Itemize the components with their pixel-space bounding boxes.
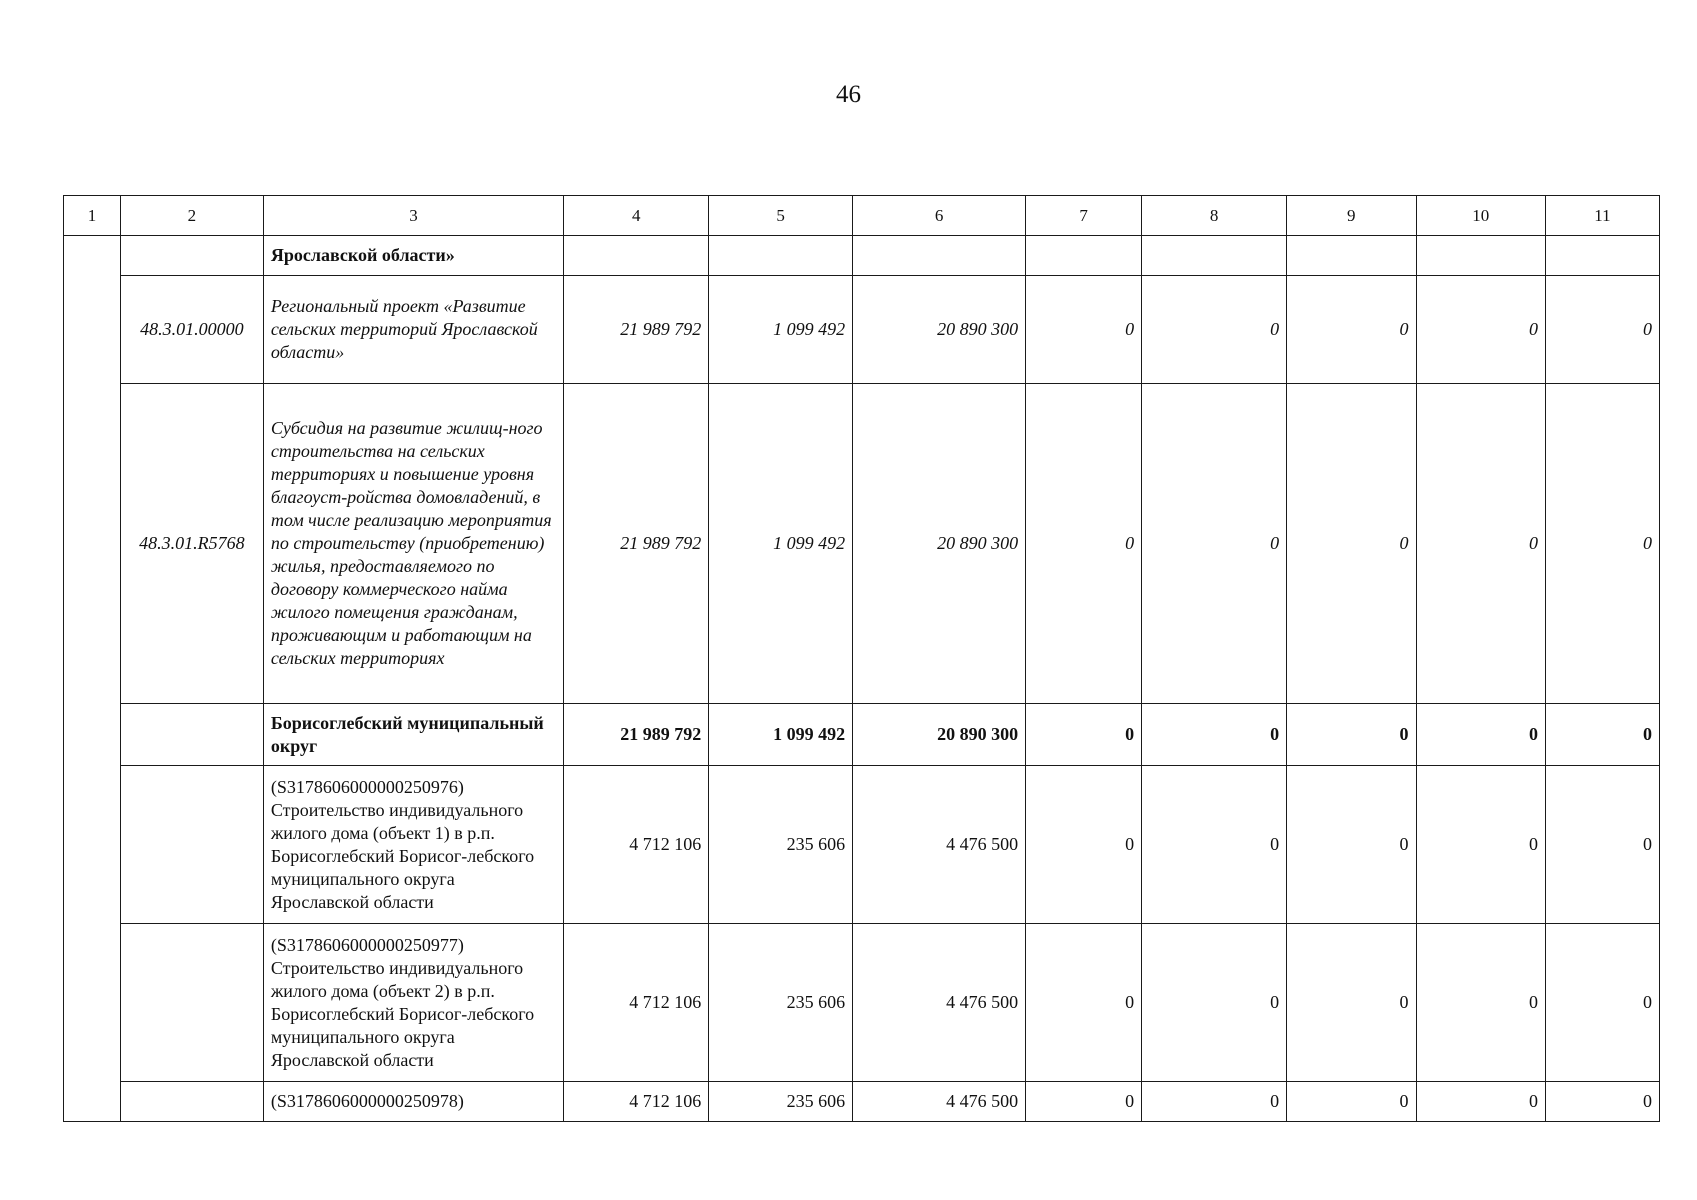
code-cell xyxy=(120,236,263,276)
table-row xyxy=(64,276,1660,384)
value-cell: 0 xyxy=(1142,766,1287,924)
value-cell: 0 xyxy=(1416,276,1545,384)
table-body xyxy=(64,196,1660,1122)
value-cell: 0 xyxy=(1545,766,1659,924)
value-cell: 0 xyxy=(1026,1082,1142,1122)
value-cell: 21 989 792 xyxy=(564,276,709,384)
table-row xyxy=(64,766,1660,924)
column-1-cell xyxy=(64,236,121,1122)
name-cell: (S3178606000000250977) Строительство индивидуального жилого дома (объект 2) в р.п. Борисоглебский Борисог-лебского муниципального округа Ярославской области xyxy=(263,924,563,1082)
code-cell xyxy=(120,766,263,924)
value-cell: 0 xyxy=(1026,276,1142,384)
code-cell xyxy=(120,924,263,1082)
value-cell: 0 xyxy=(1142,1082,1287,1122)
header-cell: 3 xyxy=(263,196,563,236)
name-cell: Ярославской области» xyxy=(263,236,563,276)
value-cell: 0 xyxy=(1026,924,1142,1082)
value-cell: 0 xyxy=(1287,1082,1416,1122)
name-cell: Субсидия на развитие жилищ-ного строительства на сельских территориях и повышение уровня благоуст-ройства домовладений, в том числе реализацию мероприятия по строительству (приобретению) жилья, предоставляемого по договору коммерческого найма жилого помещения гражданам, проживающим и работающим на сельских территориях xyxy=(263,384,563,704)
name-cell: (S3178606000000250978) xyxy=(263,1082,563,1122)
value-cell: 0 xyxy=(1545,924,1659,1082)
value-cell: 0 xyxy=(1026,766,1142,924)
table-row xyxy=(64,704,1660,766)
value-cell: 0 xyxy=(1416,766,1545,924)
value-cell: 20 890 300 xyxy=(853,704,1026,766)
value-cell: 0 xyxy=(1416,924,1545,1082)
value-cell: 4 712 106 xyxy=(564,1082,709,1122)
name-cell: Региональный проект «Развитие сельских территорий Ярославской области» xyxy=(263,276,563,384)
value-cell: 20 890 300 xyxy=(853,276,1026,384)
header-cell: 7 xyxy=(1026,196,1142,236)
table-row xyxy=(64,236,1660,276)
value-cell xyxy=(1545,236,1659,276)
value-cell: 0 xyxy=(1545,1082,1659,1122)
page-number: 46 xyxy=(836,81,861,108)
value-cell: 0 xyxy=(1416,704,1545,766)
table-row xyxy=(64,924,1660,1082)
value-cell: 4 712 106 xyxy=(564,924,709,1082)
value-cell: 0 xyxy=(1142,384,1287,704)
code-cell: 48.3.01.00000 xyxy=(120,276,263,384)
value-cell: 0 xyxy=(1026,704,1142,766)
value-cell xyxy=(564,236,709,276)
value-cell: 0 xyxy=(1142,276,1287,384)
value-cell: 21 989 792 xyxy=(564,704,709,766)
value-cell xyxy=(1416,236,1545,276)
value-cell: 21 989 792 xyxy=(564,384,709,704)
value-cell: 0 xyxy=(1545,704,1659,766)
value-cell: 4 712 106 xyxy=(564,766,709,924)
value-cell: 0 xyxy=(1142,924,1287,1082)
header-cell: 2 xyxy=(120,196,263,236)
value-cell: 0 xyxy=(1287,766,1416,924)
value-cell xyxy=(853,236,1026,276)
value-cell: 1 099 492 xyxy=(709,276,853,384)
value-cell xyxy=(1287,236,1416,276)
value-cell: 0 xyxy=(1545,276,1659,384)
header-cell: 4 xyxy=(564,196,709,236)
header-cell: 8 xyxy=(1142,196,1287,236)
budget-table xyxy=(63,195,1660,1122)
header-cell: 1 xyxy=(64,196,121,236)
value-cell: 0 xyxy=(1416,1082,1545,1122)
value-cell: 1 099 492 xyxy=(709,704,853,766)
value-cell: 0 xyxy=(1142,704,1287,766)
header-cell: 6 xyxy=(853,196,1026,236)
value-cell: 0 xyxy=(1287,384,1416,704)
value-cell: 0 xyxy=(1287,276,1416,384)
value-cell xyxy=(1142,236,1287,276)
name-cell: Борисоглебский муниципальный округ xyxy=(263,704,563,766)
table-header-row xyxy=(64,196,1660,236)
value-cell: 235 606 xyxy=(709,1082,853,1122)
code-cell xyxy=(120,704,263,766)
code-cell: 48.3.01.R5768 xyxy=(120,384,263,704)
code-cell xyxy=(120,1082,263,1122)
header-cell: 10 xyxy=(1416,196,1545,236)
value-cell: 0 xyxy=(1287,704,1416,766)
value-cell: 4 476 500 xyxy=(853,924,1026,1082)
value-cell xyxy=(1026,236,1142,276)
header-cell: 5 xyxy=(709,196,853,236)
value-cell: 0 xyxy=(1545,384,1659,704)
value-cell: 1 099 492 xyxy=(709,384,853,704)
value-cell: 235 606 xyxy=(709,924,853,1082)
table-row xyxy=(64,1082,1660,1122)
value-cell: 0 xyxy=(1416,384,1545,704)
header-cell: 9 xyxy=(1287,196,1416,236)
name-cell: (S3178606000000250976) Строительство индивидуального жилого дома (объект 1) в р.п. Борисоглебский Борисог-лебского муниципального округа Ярославской области xyxy=(263,766,563,924)
value-cell: 0 xyxy=(1026,384,1142,704)
header-cell: 11 xyxy=(1545,196,1659,236)
value-cell: 235 606 xyxy=(709,766,853,924)
value-cell: 4 476 500 xyxy=(853,766,1026,924)
value-cell: 0 xyxy=(1287,924,1416,1082)
value-cell xyxy=(709,236,853,276)
value-cell: 4 476 500 xyxy=(853,1082,1026,1122)
value-cell: 20 890 300 xyxy=(853,384,1026,704)
table-row xyxy=(64,384,1660,704)
